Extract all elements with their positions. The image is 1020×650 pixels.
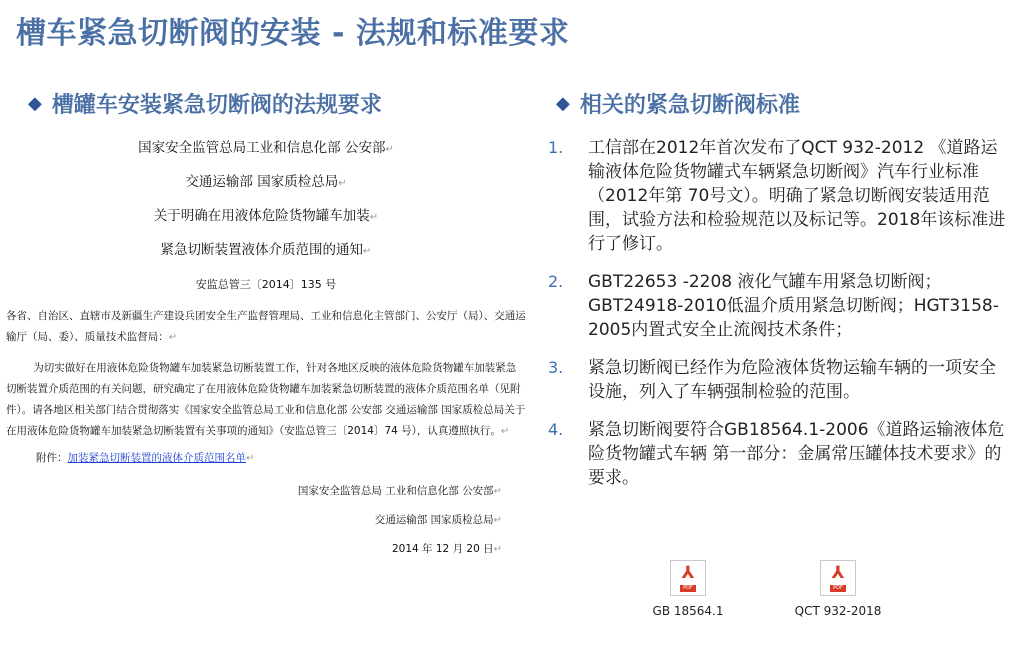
document-body: 为切实做好在用液体危险货物罐车加装紧急切断装置工作，针对各地区反映的液体危险货物罐车加装紧急切断装置介质范围的有关问题，研究确定了在用液体危险货物罐车加装紧急切断装置的液体介质范围名单（见附件）。请各地区相关部门结合贯彻落实《国家安全监管总局工业和信息化部 公安部 交通运输部 国家质检总局关于在用液体危险货物罐车加装紧急切断装置有关事项的通知》（安监总管三〔2014〕74 号），认真遵照执行。	[6, 362, 526, 437]
standard-description: 紧急切断阀要符合GB18564.1-2006《道路运输液体危险货物罐式车辆 第一部分：金属常压罐体技术要求》的要求。	[588, 420, 1005, 488]
diamond-bullet-icon: ◆	[28, 93, 42, 114]
left-section-heading-text: 槽罐车安装紧急切断阀的法规要求	[51, 93, 382, 118]
standards-list-item	[548, 356, 1008, 404]
standards-list-item	[548, 136, 1008, 256]
document-code: 安监总管三〔2014〕135 号	[195, 278, 337, 291]
standard-description: 紧急切断阀已经作为危险液体货物运输车辆的一项安全设施，列入了车辆强制检验的范围。	[588, 358, 996, 402]
list-number: 1.	[548, 138, 564, 157]
pdf-icon[interactable]: ⅄ PDF	[670, 560, 706, 596]
file-name[interactable]: QCT 932-2018	[794, 604, 882, 618]
paragraph-mark-icon: ↵	[338, 178, 347, 189]
list-number: 4.	[548, 420, 564, 439]
standards-list	[548, 136, 1008, 504]
attachment-label: 附件：	[36, 452, 68, 464]
pdf-attachment-gb18564[interactable]	[633, 560, 743, 618]
regulation-document	[6, 132, 526, 632]
document-header-line: 紧急切断装置液体介质范围的通知	[160, 242, 364, 258]
document-attachment	[6, 448, 526, 469]
slide-title: 槽车紧急切断阀的安装 - 法规和标准要求	[16, 16, 570, 51]
paragraph-mark-icon: ↵	[493, 515, 502, 526]
pdf-icon[interactable]: ⅄ PDF	[820, 560, 856, 596]
paragraph-mark-icon: ↵	[168, 332, 178, 343]
left-section-heading	[28, 88, 382, 119]
standards-list-item	[548, 418, 1008, 490]
signature-line-2: 交通运输部 国家质检总局	[374, 514, 494, 526]
paragraph-mark-icon: ↵	[363, 246, 372, 257]
document-header-line: 关于明确在用液体危险货物罐车加装	[153, 208, 370, 224]
standard-description: 工信部在2012年首次发布了QCT 932-2012 《道路运输液体危险货物罐式车辆紧急切断阀》汽车行业标准（2012年第 70号文）。明确了紧急切断阀安装适用范围，试验方法和检验规范以及标记等。2018年该标准进行了修订。	[588, 138, 1006, 254]
paragraph-mark-icon: ↵	[369, 212, 379, 223]
list-number: 3.	[548, 358, 564, 377]
document-header-line: 交通运输部 国家质检总局	[185, 174, 339, 190]
standards-list-item	[548, 270, 1008, 342]
list-number: 2.	[548, 272, 564, 291]
right-section-heading	[556, 88, 800, 119]
document-header	[6, 132, 526, 292]
document-header-line: 国家安全监管总局工业和信息化部 公安部	[138, 140, 386, 156]
paragraph-mark-icon: ↵	[246, 453, 255, 464]
document-signature-block	[6, 477, 526, 564]
paragraph-mark-icon: ↵	[493, 486, 502, 497]
document-date: 2014 年 12 月 20 日	[391, 543, 494, 555]
pdf-attachment-qct932[interactable]	[783, 560, 893, 618]
right-section-heading-text: 相关的紧急切断阀标准	[579, 93, 800, 118]
attachment-link[interactable]: 加装紧急切断装置的液体介质范围名单	[67, 452, 246, 464]
document-addressee: 各省、自治区、直辖市及新疆生产建设兵团安全生产监督管理局、工业和信息化主管部门、公安厅（局）、交通运输厅（局、委）、质量技术监督局：	[6, 310, 526, 343]
diamond-bullet-icon: ◆	[556, 93, 570, 114]
file-name[interactable]: GB 18564.1	[652, 604, 724, 618]
paragraph-mark-icon: ↵	[493, 544, 502, 555]
paragraph-mark-icon: ↵	[385, 144, 394, 155]
paragraph-mark-icon: ↵	[500, 426, 510, 437]
standard-description: GBT22653 -2208 液化气罐车用紧急切断阀；GBT24918-2010低温介质用紧急切断阀；HGT3158-2005内置式安全止流阀技术条件；	[588, 272, 999, 340]
signature-line-1: 国家安全监管总局 工业和信息化部 公安部	[297, 485, 494, 497]
